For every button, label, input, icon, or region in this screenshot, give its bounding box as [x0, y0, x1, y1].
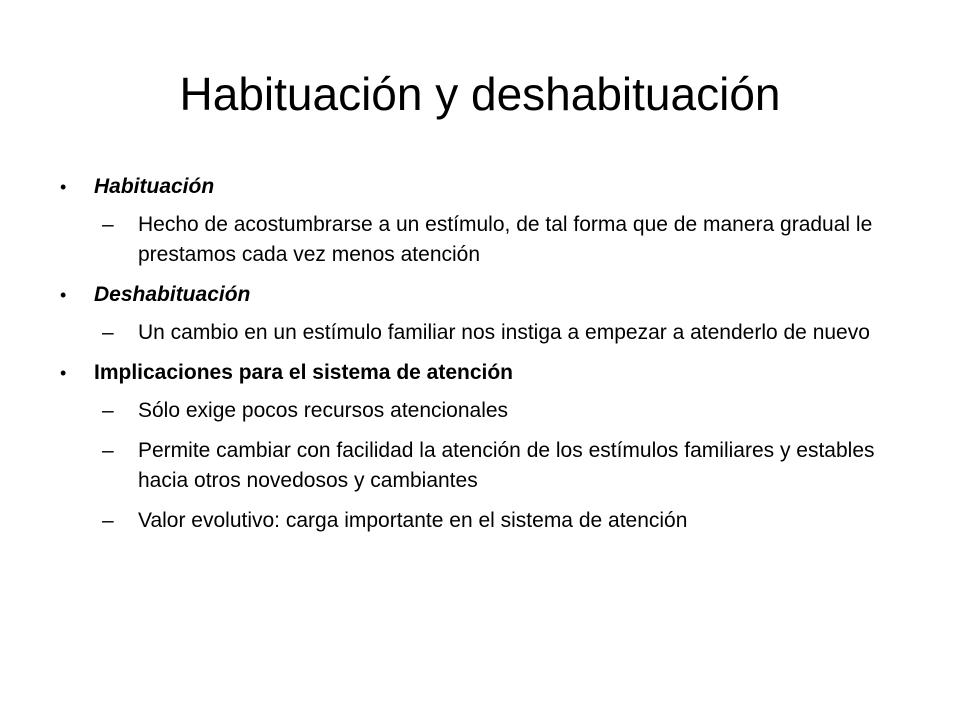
subitem-habituacion-definicion — [56, 210, 916, 270]
dash-icon: – — [102, 321, 114, 344]
bullet-icon: • — [60, 363, 67, 383]
dash-icon: – — [102, 213, 114, 236]
bullet-deshabituacion — [56, 280, 916, 310]
bullet-icon: • — [60, 285, 67, 305]
subitem-text: Sólo exige pocos recursos atencionales — [138, 399, 509, 422]
bullet-implicaciones — [56, 358, 916, 388]
slide-title: Habituación y deshabituación — [179, 68, 781, 120]
bullet-icon: • — [60, 177, 67, 197]
dash-icon: – — [102, 509, 114, 532]
subitem-recursos — [56, 396, 916, 426]
heading-deshabituacion: Deshabituación — [94, 283, 251, 306]
subitem-text: Permite cambiar con facilidad la atención de los estímulos familiares y estables hacia otros novedosos y cambiantes — [138, 439, 875, 492]
heading-habituacion: Habituación — [94, 175, 215, 198]
slide-content — [56, 172, 916, 546]
dash-icon: – — [102, 439, 114, 462]
subitem-text: Hecho de acostumbrarse a un estímulo, de tal forma que de manera gradual le prestamos cada vez menos atención — [138, 213, 873, 266]
heading-implicaciones: Implicaciones para el sistema de atención — [94, 361, 514, 384]
subitem-cambiar-atencion — [56, 436, 916, 496]
subitem-text: Un cambio en un estímulo familiar nos instiga a empezar a atenderlo de nuevo — [138, 321, 870, 344]
subitem-valor-evolutivo — [56, 506, 916, 536]
dash-icon: – — [102, 399, 114, 422]
subitem-text: Valor evolutivo: carga importante en el sistema de atención — [138, 509, 688, 532]
bullet-habituacion — [56, 172, 916, 202]
subitem-deshabituacion-definicion — [56, 318, 916, 348]
